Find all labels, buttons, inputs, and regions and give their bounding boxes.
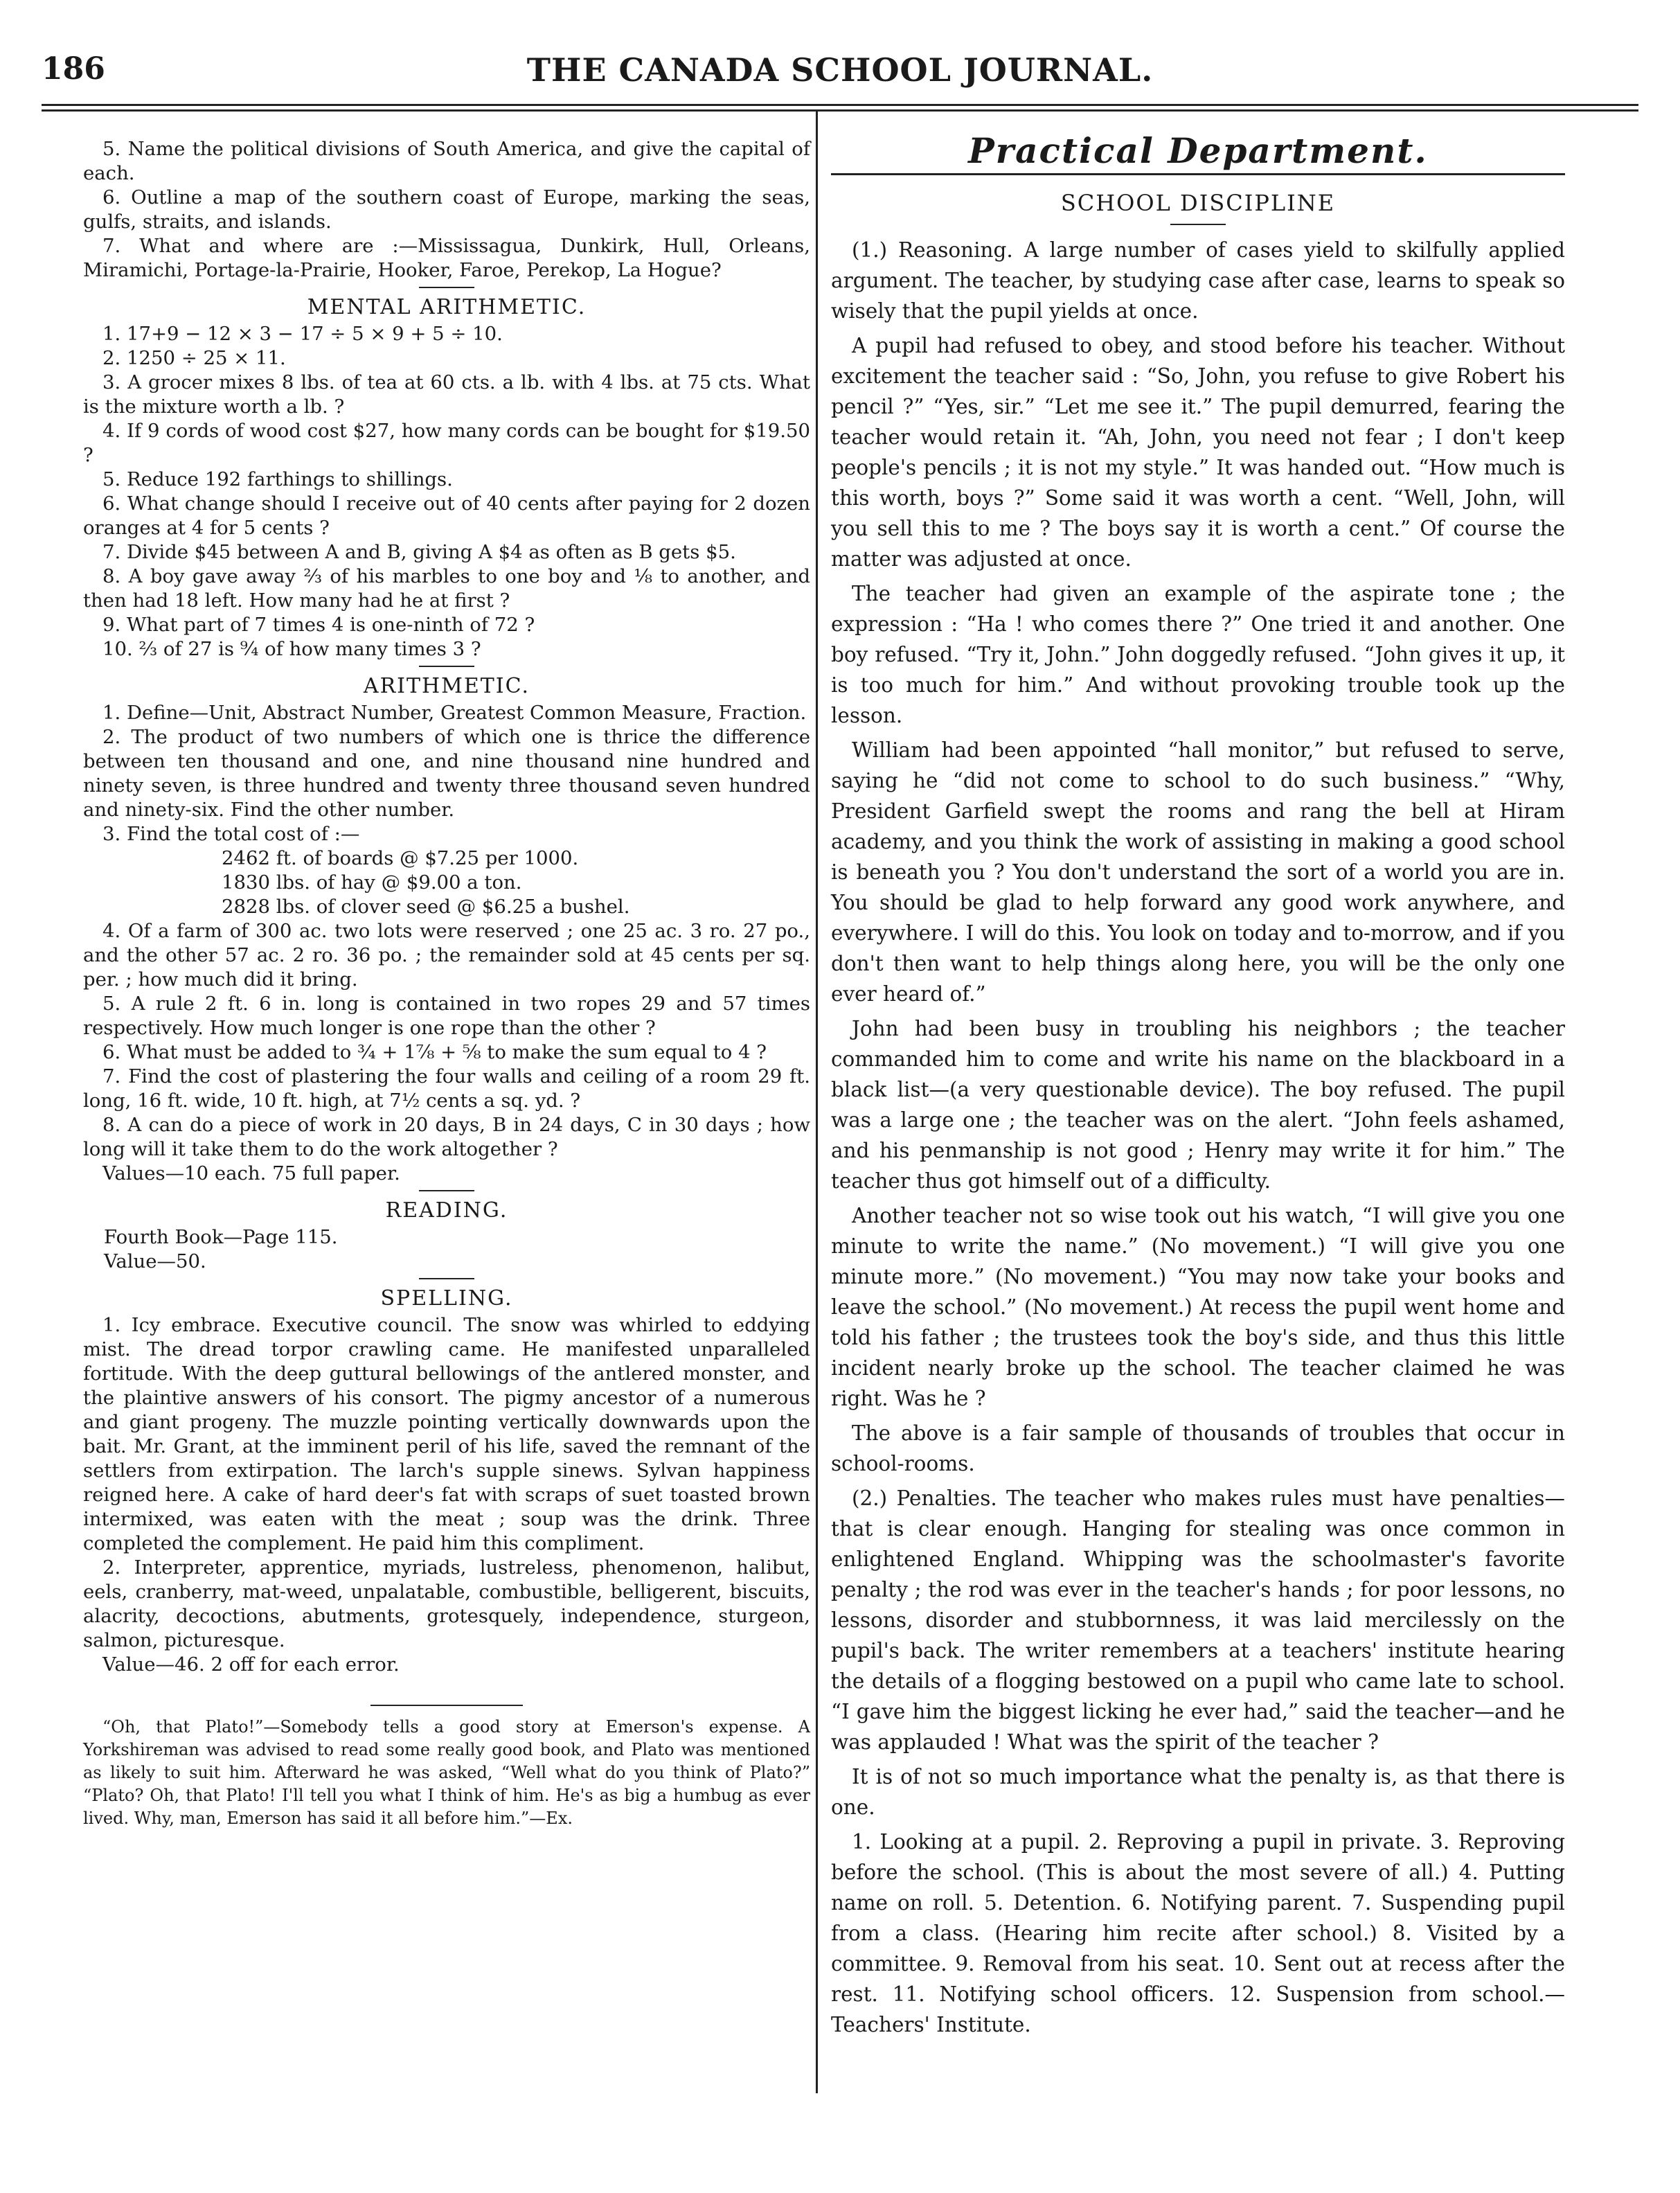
spelling-value: Value—46. 2 off for each error. [102, 1653, 400, 1676]
arithmetic-question: 8. A can do a piece of work in 20 days, B in 24 days, C in 30 days ; how long will it take them to do the work altogether ? [83, 1114, 810, 1160]
department-heading: Practical Department. [968, 130, 1428, 171]
section-heading-arithmetic: ARITHMETIC. [363, 674, 530, 698]
article-title: SCHOOL DISCIPLINE [1060, 190, 1336, 216]
arithmetic-question: 6. What must be added to ¾ + 1⅞ + ⅝ to make the sum equal to 4 ? [102, 1041, 767, 1063]
section-heading-reading: READING. [385, 1198, 508, 1223]
section-heading-spelling: SPELLING. [380, 1286, 513, 1311]
arithmetic-question: 4. Of a farm of 300 ac. two lots were reserved ; one 25 ac. 3 ro. 27 po., and the other 57 ac. 2 ro. 36 po. ; the remainder sold at 45 cents per sq. per. ; how much did it bring. [83, 920, 810, 991]
goods-line: 1830 lbs. of hay @ $9.00 a ton. [222, 871, 522, 894]
goods-line: 2462 ft. of boards @ $7.25 per 1000. [222, 847, 579, 869]
article-paragraph: It is of not so much importance what the penalty is, as that there is one. [831, 1765, 1565, 1819]
section-rule [419, 1190, 474, 1191]
right-column [831, 130, 1565, 2044]
mental-question: 6. What change should I receive out of 40 cents after paying for 2 dozen oranges at 4 for 5 cents ? [83, 492, 810, 539]
section-heading-mental-arithmetic: MENTAL ARITHMETIC. [307, 295, 587, 319]
arithmetic-question: 7. Find the cost of plastering the four walls and ceiling of a room 29 ft. long, 16 ft. wide, 10 ft. high, at 7½ cents a sq. yd. ? [83, 1065, 810, 1112]
goods-line: 2828 lbs. of clover seed @ $6.25 a bushel. [222, 896, 630, 918]
reading-line: Value—50. [104, 1250, 206, 1272]
footnote-rule [370, 1705, 523, 1706]
spelling-passage: 1. Icy embrace. Executive council. The snow was whirled to eddying mist. The dread torpor crawling came. He manifested unparalleled fortitude. With the deep guttural bellowings of the antlered monster, and the plaintive answers of his consort. The pigmy ancestor of a numerous and giant progeny. The muzzle pointing vertically downwards upon the bait. Mr. Grant, at the imminent peril of his life, saved the remnant of the settlers from extirpation. The larch's supple sinews. Sylvan happiness reigned here. A cake of hard deer's fat with scraps of suet toasted brown intermixed, was eaten with the meat ; soup was the drink. Three completed the complement. He paid him this compliment. [83, 1314, 810, 1554]
article-paragraph: William had been appointed “hall monitor,” but refused to serve, saying he “did not come to school to do such business.” “Why, President Garfield swept the rooms and rang the bell at Hiram academy, and you think the work of assisting in making a good school is beneath you ? You don't understand the sort of a world you are in. You should be glad to help forward any good work anywhere, and everywhere. I will do this. You look on today and to-morrow, and if you don't then want to help things along here, you will be the only one ever heard of.” [831, 738, 1565, 1006]
mental-question: 3. A grocer mixes 8 lbs. of tea at 60 cts. a lb. with 4 lbs. at 75 cts. What is the mixture worth a lb. ? [83, 371, 810, 418]
article-paragraph: (2.) Penalties. The teacher who makes rules must have penalties—that is clear enough. Hanging for stealing was once common in enlightened England. Whipping was the schoolmaster's favorite penalty ; the rod was ever in the teacher's hands ; for poor lessons, no lessons, disorder and stubbornness, it was laid mercilessly on the pupil's back. The writer remembers at a teachers' institute hearing the details of a flogging bestowed on a pupil who came late to school. “I gave him the biggest licking he ever had,” said the teacher—and he was applauded ! What was the spirit of the teacher ? [831, 1486, 1565, 1754]
article-paragraph: 1. Looking at a pupil. 2. Reproving a pupil in private. 3. Reproving before the school. (This is about the most severe of all.) 4. Putting name on roll. 5. Detention. 6. Notifying parent. 7. Suspending pupil from a class. (Hearing him recite after school.) 8. Visited by a committee. 9. Removal from his seat. 10. Sent out at recess after the rest. 11. Notifying school officers. 12. Suspension from school.—Teachers' Institute. [831, 1830, 1565, 2036]
article-paragraph: A pupil had refused to obey, and stood before his teacher. Without excitement the teacher said : “So, John, you refuse to give Robert his pencil ?” “Yes, sir.” “Let me see it.” The pupil demurred, fearing the teacher would retain it. “Ah, John, you need not fear ; I don't keep people's pencils ; it is not my style.” It was handed out. “How much is this worth, boys ?” Some said it was worth a cent. “Well, John, will you sell this to me ? The boys say it is worth a cent.” Of course the matter was adjusted at once. [831, 334, 1565, 571]
arithmetic-question: 5. A rule 2 ft. 6 in. long is contained in two ropes 29 and 57 times respectively. How much longer is one rope than the other ? [83, 993, 810, 1039]
mental-question: 4. If 9 cords of wood cost $27, how many cords can be bought for $19.50 ? [83, 420, 810, 466]
mental-question: 5. Reduce 192 farthings to shillings. [102, 468, 453, 490]
column-divider [816, 111, 818, 2093]
article-rule [1170, 224, 1226, 225]
department-rule [831, 173, 1565, 175]
section-rule [419, 666, 474, 667]
left-column [83, 137, 810, 1830]
article-paragraph: The teacher had given an example of the aspirate tone ; the expression : “Ha ! who comes there ?” One tried it and another. One boy refused. “Try it, John.” John doggedly refused. “John gives it up, it is too much for him.” And without provoking trouble took up the lesson. [831, 582, 1565, 727]
journal-title: THE CANADA SCHOOL JOURNAL. [526, 51, 1154, 89]
mental-question: 9. What part of 7 times 4 is one-ninth of 72 ? [102, 614, 535, 636]
header-rule-2 [42, 109, 1638, 112]
article-paragraph: The above is a fair sample of thousands of troubles that occur in school-rooms. [831, 1421, 1565, 1475]
geography-question: 6. Outline a map of the southern coast of Europe, marking the seas, gulfs, straits, and islands. [83, 186, 810, 233]
article-paragraph: John had been busy in troubling his neighbors ; the teacher commanded him to come and write his name on the blackboard in a black list—(a very questionable device). The boy refused. The pupil was a large one ; the teacher was on the alert. “John feels ashamed, and his penmanship is not good ; Henry may write it for him.” The teacher thus got himself out of a difficulty. [831, 1017, 1565, 1193]
arithmetic-values: Values—10 each. 75 full paper. [102, 1162, 400, 1184]
page-header [42, 51, 1638, 107]
mental-question: 10. ⅔ of 27 is ⁹⁄₄ of how many times 3 ? [102, 638, 481, 660]
article-paragraph: Another teacher not so wise took out his watch, “I will give you one minute to write the name.” (No movement.) “I will give you one minute more.” (No movement.) “You may now take your books and leave the school.” (No movement.) At recess the pupil went home and told his father ; the trustees took the boy's side, and thus this little incident nearly broke up the school. The teacher claimed he was right. Was he ? [831, 1204, 1565, 1410]
section-rule [419, 1278, 474, 1279]
article-paragraph: (1.) Reasoning. A large number of cases yield to skilfully applied argument. The teacher, by studying case after case, learns to speak so wisely that the pupil yields at once. [831, 238, 1565, 323]
mental-question: 2. 1250 ÷ 25 × 11. [102, 347, 286, 369]
section-rule [419, 287, 474, 288]
arithmetic-question: 2. The product of two numbers of which one is thrice the difference between ten thousand and one, and nine thousand nine hundred and ninety seven, is three hundred and twenty three thousand seven hundred and ninety-six. Find the other number. [83, 726, 810, 821]
header-rule [42, 104, 1638, 106]
page-number: 186 [42, 51, 105, 87]
reading-line: Fourth Book—Page 115. [104, 1226, 338, 1248]
mental-question: 8. A boy gave away ⅔ of his marbles to one boy and ⅛ to another, and then had 18 left. How many had he at first ? [83, 565, 810, 612]
footnote-plato: “Oh, that Plato!”—Somebody tells a good story at Emerson's expense. A Yorkshireman was advised to read some really good book, and Plato was mentioned as likely to suit him. Afterward he was asked, “Well what do you think of Plato?” “Plato? Oh, that Plato! I'll tell you what I think of him. He's as big a humbug as ever lived. Why, man, Emerson has said it all before him.”—Ex. [83, 1717, 810, 1828]
mental-question: 1. 17+9 − 12 × 3 − 17 ÷ 5 × 9 + 5 ÷ 10. [102, 323, 503, 345]
geography-question: 7. What and where are :—Mississagua, Dunkirk, Hull, Orleans, Miramichi, Portage-la-Prairie, Hooker, Faroe, Perekop, La Hogue? [83, 235, 810, 281]
spelling-words: 2. Interpreter, apprentice, myriads, lustreless, phenomenon, halibut, eels, cranberry, mat-weed, unpalatable, combustible, belligerent, biscuits, alacrity, decoctions, abutments, grotesquely, independence, sturgeon, salmon, picturesque. [83, 1556, 810, 1651]
arithmetic-question: 3. Find the total cost of :— [102, 823, 360, 845]
geography-question: 5. Name the political divisions of South America, and give the capital of each. [83, 138, 810, 184]
arithmetic-question: 1. Define—Unit, Abstract Number, Greatest Common Measure, Fraction. [102, 702, 807, 724]
mental-question: 7. Divide $45 between A and B, giving A $4 as often as B gets $5. [102, 541, 736, 563]
